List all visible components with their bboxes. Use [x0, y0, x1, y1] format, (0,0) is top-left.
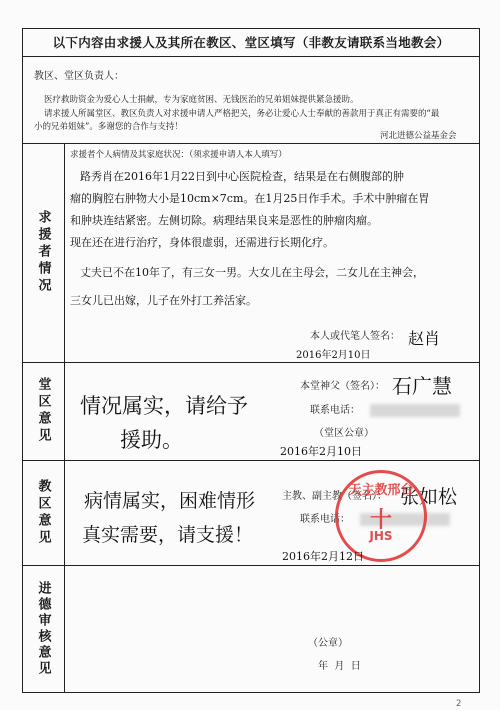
- bishop-sign-label: 主教、副主教（签名）：: [282, 491, 387, 502]
- diocese-label-text: 教区意见: [35, 478, 51, 547]
- parish-phone-label: 联系电话：: [310, 405, 360, 416]
- diocese-divider: [22, 565, 480, 566]
- foundation-name: 河北进德公益基金会: [380, 131, 457, 141]
- bishop-signature: 张如松: [400, 486, 458, 508]
- applicant-date: 2016年2月10日: [296, 350, 371, 361]
- priest-signature: 石广慧: [392, 374, 452, 398]
- hand-line-5: 丈夫已不在10年了，有三女一男。大女儿在主母会，二女儿在主神会，: [80, 266, 424, 279]
- stamp-cross: 十: [369, 508, 392, 533]
- priest-sign-label: 本堂神父（签名）：: [300, 381, 385, 392]
- diocese-date: 2016年2月12日: [282, 550, 364, 563]
- info-paragraph-1: 医疗救助资金为爱心人士捐献，专为家庭贫困、无钱医治的兄弟姐妹提供紧急援助。: [44, 95, 359, 105]
- parish-phone-redacted: [370, 404, 460, 417]
- applicant-sign-label: 本人或代笔人签名：: [310, 331, 400, 342]
- parish-label-text: 堂区意见: [35, 377, 51, 445]
- top-section-divider: [22, 143, 480, 144]
- applicant-label-text: 求援者情况: [35, 210, 51, 295]
- diocese-opinion-line-1: 病情属实，困难情形: [84, 490, 256, 512]
- applicant-signature: 赵肖: [408, 329, 441, 348]
- applicant-section-label: [22, 143, 64, 362]
- review-section-label: [22, 565, 64, 693]
- parish-opinion-line-1: 情况属实，请给予: [80, 394, 248, 418]
- parish-opinion-line-2: 援助。: [120, 428, 183, 452]
- header-divider: [22, 56, 480, 57]
- diocese-opinion-line-2: 真实需要，请支援！: [82, 524, 254, 546]
- hand-line-1: 路秀肖在2016年1月22日到中心医院检查，结果是在右侧腹部的肿: [80, 170, 404, 183]
- review-seal-label: （公章）: [308, 638, 348, 649]
- review-date-label: 年 月 日: [318, 661, 361, 672]
- diocese-section-label: [22, 460, 64, 565]
- stamp-bottom-text: JHS: [369, 529, 393, 543]
- stamp-top-text: 天主教邢台: [348, 483, 414, 498]
- applicant-instruction: 求援者个人病情及其家庭状况：（须求援申请人本人填写）: [70, 150, 287, 160]
- hand-line-3: 和肿块连结紧密。左侧切除。病理结果良来是恶性的肿瘤肉瘤。: [70, 214, 378, 227]
- label-column-divider: [64, 143, 65, 693]
- info-paragraph-2b: 小的兄弟姐妹”。多谢您的合作与支持！: [34, 122, 183, 132]
- parish-section-label: [22, 362, 64, 460]
- parish-seal-label: （堂区公章）: [314, 428, 374, 439]
- hand-line-4: 现在还在进行治疗，身体很虚弱，还需进行长期化疗。: [70, 236, 334, 249]
- diocese-phone-label: 联系电话：: [300, 514, 350, 525]
- applicant-divider: [22, 362, 480, 363]
- responsible-label: 教区、堂区负责人：: [34, 71, 124, 82]
- parish-divider: [22, 460, 480, 461]
- parish-date: 2016年2月10日: [280, 445, 362, 458]
- hand-line-2: 瘤的胸腔右肿物大小是10cm×7cm。在1月25日作手术。手术中肿瘤在胃: [70, 192, 430, 205]
- review-label-text: 进德审核意见: [35, 581, 51, 677]
- info-paragraph-2a: 请求援人所属堂区、教区负责人对求援申请人严格把关，务必让爱心人士奉献的善款用于真正有需要的“最: [44, 109, 440, 119]
- hand-line-6: 三女儿已出嫁，儿子在外打工养活家。: [70, 294, 257, 307]
- form-header: 以下内容由求援人及其所在教区、堂区填写（非教友请联系当地教会）: [52, 35, 450, 50]
- page-number: 2: [456, 699, 462, 709]
